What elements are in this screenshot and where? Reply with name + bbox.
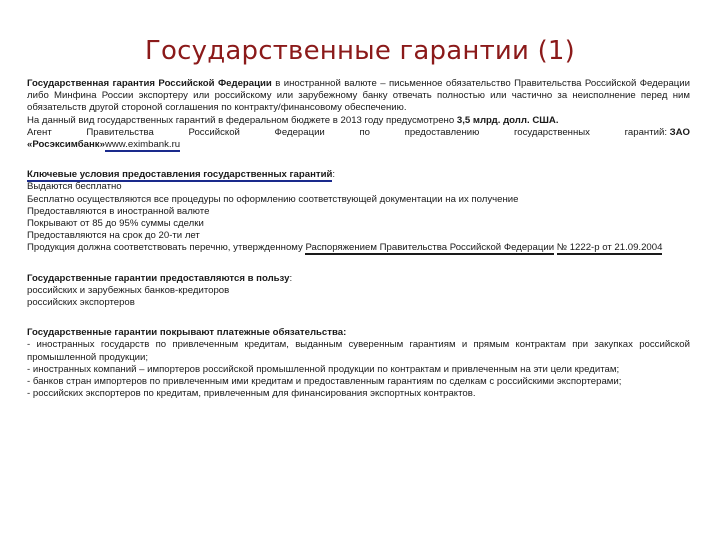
regulation-number-link[interactable]: № 1222-р от 21.09.2004 bbox=[556, 242, 663, 254]
obligation-item: - российских экспортеров по кредитам, привлеченным для финансирования экспортных контрактов. bbox=[27, 388, 476, 400]
spacer bbox=[27, 309, 690, 327]
agent-word: Агент bbox=[27, 126, 52, 138]
beneficiary-item: российских и зарубежных банков-кредиторов bbox=[27, 284, 230, 296]
obligation-item: - иностранных государств по привлеченным кредитам, выданным суверенным гарантиям и прямым контрактам при закупках российской промышленной продукции; bbox=[27, 339, 690, 363]
regulation-link[interactable]: Распоряжением Правительства Российской Федерации bbox=[305, 242, 555, 254]
agent-word: Российской bbox=[188, 126, 240, 138]
agent-site-link[interactable]: www.eximbank.ru bbox=[104, 139, 181, 151]
spacer bbox=[27, 151, 690, 169]
agent-word: Правительства bbox=[86, 126, 154, 138]
conditions-heading-text: Ключевые условия предоставления государственных гарантий bbox=[27, 169, 333, 181]
intro-bold-lead: Государственная гарантия Российской Федерации bbox=[27, 78, 272, 89]
slide-title: Государственные гарантии (1) bbox=[144, 36, 576, 66]
obligations-heading: Государственные гарантии покрывают платежные обязательства: bbox=[27, 327, 347, 339]
slide-content bbox=[27, 78, 690, 400]
agent-org-tail: ЗАО bbox=[669, 126, 690, 138]
agent-org-line bbox=[27, 139, 690, 151]
agent-word: предоставлению bbox=[404, 126, 480, 138]
beneficiaries-heading: Государственные гарантии предоставляются в пользу: bbox=[27, 272, 293, 284]
condition-item-last: Продукция должна соответствовать перечню, утвержденному Распоряжением Правительства Российской Федерации № 1222-р от 21.09.2004 bbox=[27, 242, 663, 254]
condition-item: Предоставляются на срок до 20-ти лет bbox=[27, 230, 200, 242]
condition-item: Бесплатно осуществляются все процедуры по оформлению соответствующей документации на их получение bbox=[27, 193, 519, 205]
intro-paragraph bbox=[27, 78, 690, 115]
condition-item: Покрывают от 85 до 95% суммы сделки bbox=[27, 218, 204, 230]
agent-word-last: гарантий: ЗАО bbox=[624, 126, 690, 138]
agent-org: «Росэксимбанк» bbox=[27, 139, 105, 151]
condition-item: Выдаются бесплатно bbox=[27, 181, 122, 193]
intro-text: в иностранной валюте – письменное обязательство Правительства Российской Федерации либо Минфина России экспортеру или российскому или зарубежному банку отвечать полностью или частично за неисполнение перед ним обязательств другой стороной соглашения по контракту/финансовому обеспечению. bbox=[27, 78, 690, 114]
agent-line bbox=[27, 127, 690, 139]
obligation-item: - банков стран импортеров по привлеченным ими кредитам и предоставленным гарантиям по сделкам с российскими экспортерами; bbox=[27, 376, 622, 388]
budget-amount: 3,5 млрд. долл. США. bbox=[456, 114, 559, 126]
budget-paragraph bbox=[27, 115, 690, 127]
condition-item: Предоставляются в иностранной валюте bbox=[27, 205, 210, 217]
beneficiaries-heading-text: Государственные гарантии предоставляются в пользу bbox=[27, 272, 290, 284]
agent-word: по bbox=[359, 126, 370, 138]
obligation-item: - иностранных компаний – импортеров российской промышленной продукции по контрактам и привлеченным на эти цели кредитам; bbox=[27, 363, 620, 375]
agent-word: государственных bbox=[513, 126, 590, 138]
agent-word: Федерации bbox=[274, 126, 325, 138]
budget-text: На данный вид государственных гарантий в федеральном бюджете в 2013 году предусмотрено bbox=[27, 114, 457, 126]
spacer bbox=[27, 255, 690, 273]
conditions-heading: Ключевые условия предоставления государственных гарантий: bbox=[27, 169, 336, 181]
beneficiary-item: российских экспортеров bbox=[27, 297, 135, 309]
